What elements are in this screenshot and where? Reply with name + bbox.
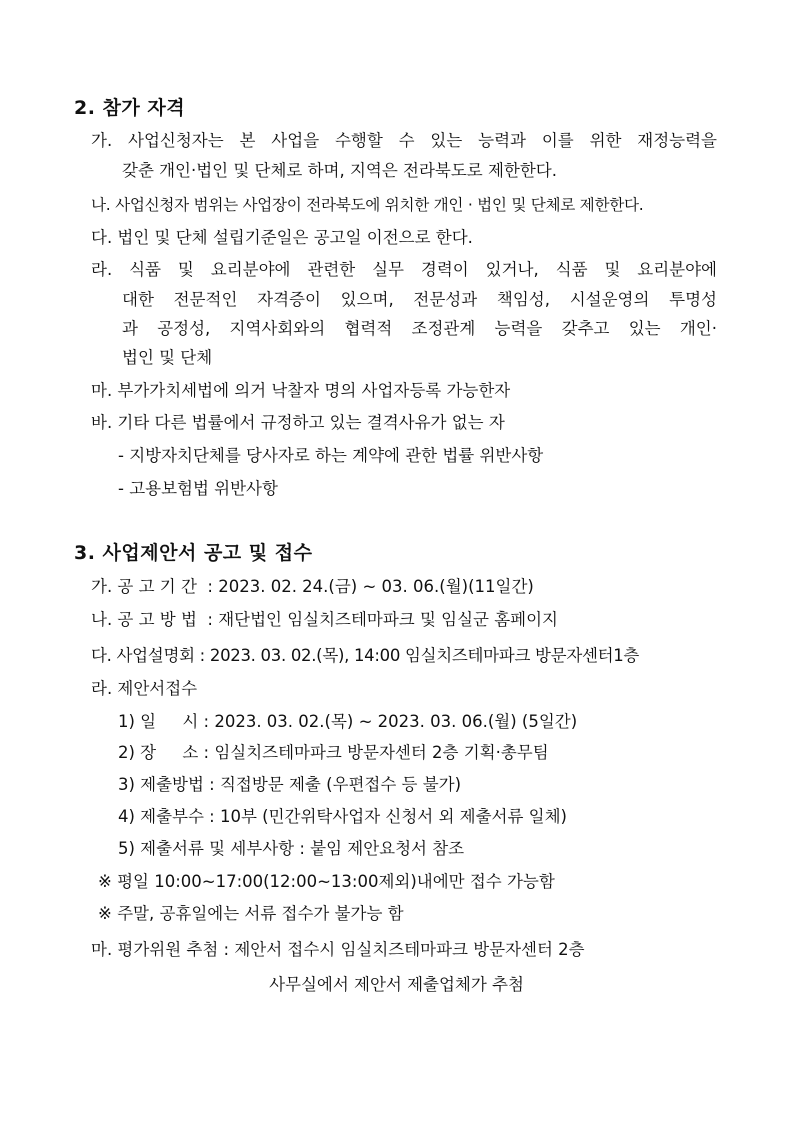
section-3-sub-3: 3) 제출방법 : 직접방문 제출 (우편접수 등 불가) xyxy=(118,775,462,794)
section-2-title: 2. 참가 자격 xyxy=(74,97,186,119)
section-3-title: 3. 사업제안서 공고 및 접수 xyxy=(74,542,313,564)
section-2-item-ma: 마. 부가가치세법에 의거 낙찰자 명의 사업자등록 가능한자 xyxy=(91,381,511,400)
section-2-item-ra-line-4: 법인 및 단체 xyxy=(122,348,213,367)
section-3-note-2: ※ 주말, 공휴일에는 서류 접수가 불가능 함 xyxy=(98,904,404,923)
section-2-item-ra-line-3: 과 공정성, 지역사회와의 협력적 조정관계 능력을 갖추고 있는 개인· xyxy=(122,319,717,338)
section-2-item-ga-line-2: 갖춘 개인·법인 및 단체로 하며, 지역은 전라북도로 제한한다. xyxy=(122,161,557,180)
section-3-item-ma-line-1: 마. 평가위원 추첨 : 제안서 접수시 임실치즈테마파크 방문자센터 2층 xyxy=(91,940,585,959)
section-2-item-na: 나. 사업신청자 범위는 사업장이 전라북도에 위치한 개인 · 법인 및 단체로 제한한다. xyxy=(91,196,644,214)
section-3-sub-5: 5) 제출서류 및 세부사항 : 붙임 제안요청서 참조 xyxy=(118,839,465,858)
section-2-dash-1: - 지방자치단체를 당사자로 하는 계약에 관한 법률 위반사항 xyxy=(118,446,544,465)
section-2-item-ra-line-1: 라. 식품 및 요리분야에 관련한 실무 경력이 있거나, 식품 및 요리분야에 xyxy=(91,260,717,279)
section-2-item-da: 다. 법인 및 단체 설립기준일은 공고일 이전으로 한다. xyxy=(91,228,473,247)
section-2-item-ga-line-1: 가. 사업신청자는 본 사업을 수행할 수 있는 능력과 이를 위한 재정능력을 xyxy=(91,131,717,150)
section-3-item-na: 나. 공 고 방 법 : 재단법인 임실치즈테마파크 및 임실군 홈페이지 xyxy=(91,610,558,629)
section-3-sub-1: 1) 일 시 : 2023. 03. 02.(목) ~ 2023. 03. 06.(월) (5일간) xyxy=(118,712,578,731)
section-3-sub-2: 2) 장 소 : 임실치즈테마파크 방문자센터 2층 기획·총무팀 xyxy=(118,743,549,762)
section-3-item-ma-line-2: 사무실에서 제안서 제출업체가 추첨 xyxy=(269,975,524,994)
section-2-item-ba: 바. 기타 다른 법률에서 규정하고 있는 결격사유가 없는 자 xyxy=(91,413,505,432)
section-3-sub-4: 4) 제출부수 : 10부 (민간위탁사업자 신청서 외 제출서류 일체) xyxy=(118,807,567,826)
section-3-item-ga: 가. 공 고 기 간 : 2023. 02. 24.(금) ~ 03. 06.(월)(11일간) xyxy=(91,577,534,596)
section-3-item-ra: 라. 제안서접수 xyxy=(91,679,198,698)
section-3-note-1: ※ 평일 10:00~17:00(12:00~13:00제외)내에만 접수 가능함 xyxy=(98,872,555,891)
section-2-dash-2: - 고용보험법 위반사항 xyxy=(118,479,278,498)
section-2-item-ra-line-2: 대한 전문적인 자격증이 있으며, 전문성과 책임성, 시설운영의 투명성 xyxy=(122,290,717,309)
section-3-item-da: 다. 사업설명회 : 2023. 03. 02.(목), 14:00 임실치즈테마파크 방문자센터1층 xyxy=(91,646,640,665)
